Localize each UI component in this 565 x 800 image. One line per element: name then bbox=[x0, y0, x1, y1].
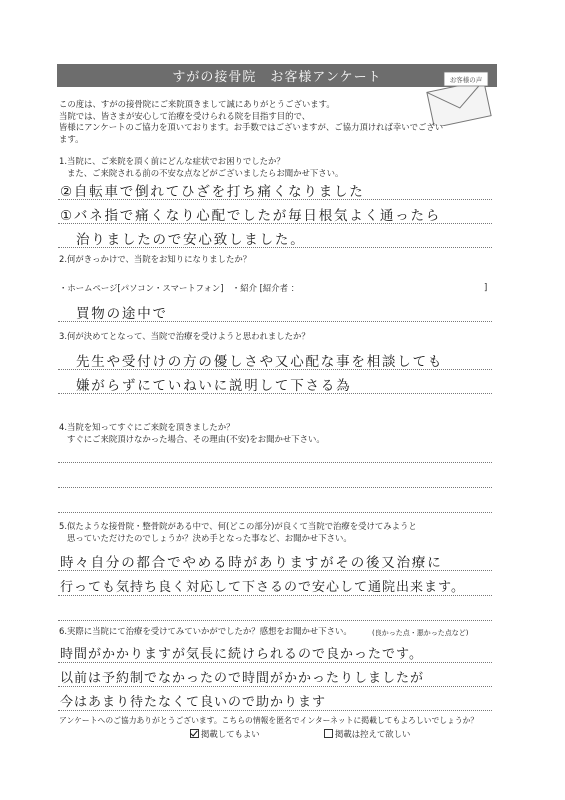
referral-options: ・ホームページ[パソコン・スマートフォン] ・紹介 [紹介者 ： bbox=[59, 283, 300, 293]
answer-line bbox=[58, 487, 492, 488]
intro-line: 皆様にアンケートのご協力を頂いております。お手数ではございますが、ご協力頂ければ幸いでござい bbox=[59, 122, 444, 132]
question-6-note: (良かった点・悪かった点など) bbox=[372, 629, 469, 637]
answer-line bbox=[58, 199, 492, 200]
answer-line bbox=[58, 686, 492, 687]
answer-line bbox=[58, 369, 492, 370]
question-5-line: 5.似たような接骨院・整骨院がある中で、何(どこの部分)が良くて当院で治療を受けてみようと bbox=[59, 521, 417, 531]
answer-6-line: 時間がかかりますが気長に続けられるので良かったです。 bbox=[60, 647, 423, 662]
consent-option-label: 掲載してもよい bbox=[201, 729, 260, 739]
envelope-label: お客様の声 bbox=[449, 76, 483, 84]
question-2 bbox=[59, 254, 251, 266]
publish-consent-question: アンケートへのご協力ありがとうございます。こちらの情報を匿名でインターネットに掲載してもよろしいでしょうか？ bbox=[59, 716, 479, 725]
answer-line bbox=[58, 662, 492, 663]
answer-5-line: 時々自分の都合でやめる時がありますがその後又治療に bbox=[60, 555, 443, 571]
question-1 bbox=[59, 156, 343, 179]
answer-line bbox=[58, 710, 492, 711]
checkbox-icon[interactable] bbox=[324, 729, 333, 738]
answer-line bbox=[58, 512, 492, 513]
intro-line: この度は、すがの接骨院にご来院頂きまして誠にありがとうございます。 bbox=[59, 99, 335, 109]
question-1-line: 1.当院に、ご来院を頂く前にどんな症状でお困りでしたか？ bbox=[59, 156, 285, 166]
consent-option-decline[interactable] bbox=[324, 728, 410, 740]
answer-line bbox=[58, 321, 492, 322]
answer-3-line: 嫌がらずにていねいに説明して下さる為 bbox=[76, 378, 352, 394]
answer-line bbox=[58, 247, 492, 248]
question-6-line: 6.実際に当院にて治療を受けてみていかがでしたか？感想をお聞かせ下さい。 bbox=[59, 626, 352, 636]
question-3 bbox=[59, 331, 310, 343]
consent-option-label: 掲載は控えて欲しい bbox=[335, 729, 411, 739]
intro-text bbox=[59, 99, 499, 145]
answer-line bbox=[58, 595, 492, 596]
intro-line: ます。 bbox=[59, 133, 84, 144]
answer-2-line: 買物の途中で bbox=[76, 306, 168, 322]
answer-line bbox=[58, 462, 492, 463]
question-5 bbox=[59, 521, 417, 544]
question-4-line: すぐにご来院頂けなかった場合、その理由(不安)をお聞かせ下さい。 bbox=[67, 433, 325, 444]
answer-1-line: 治りましたので安心致しました。 bbox=[76, 232, 306, 248]
question-3-line: 3.何が決めてとなって、当院で治療を受けようと思われましたか？ bbox=[59, 331, 310, 341]
question-2-line: 2.何がきっかけで、当院をお知りになりましたか？ bbox=[59, 254, 252, 264]
answer-line bbox=[58, 620, 492, 621]
consent-option-allow[interactable] bbox=[190, 728, 260, 740]
answer-6-line: 今はあまり待たなくて良いので助かります bbox=[60, 695, 327, 710]
question-4-line: 4.当院を知ってすぐにご来院を頂きましたか？ bbox=[59, 422, 235, 432]
question-6 bbox=[59, 626, 352, 638]
survey-title: すがの接骨院 お客様アンケート bbox=[57, 64, 497, 87]
intro-line: 当院では、皆さまが安心して治療を受けられる院を目指す目的で、 bbox=[59, 110, 311, 121]
answer-1-line: ①バネ指で痛くなり心配でしたが毎日根気よく通ったら bbox=[60, 208, 442, 224]
question-1-line: また、ご来院される前の不安な点などがございましたらお聞かせ下さい。 bbox=[67, 167, 344, 178]
answer-line bbox=[58, 393, 492, 394]
answer-5-line: 行っても気持ち良く対応して下さるので安心して通院出来ます。 bbox=[60, 580, 465, 595]
answer-line bbox=[58, 570, 492, 571]
referral-bracket: ] bbox=[484, 282, 488, 292]
checkbox-checked-icon[interactable] bbox=[190, 729, 199, 738]
answer-line bbox=[58, 223, 492, 224]
answer-1-line: ②自転車で倒れてひざを打ち痛くなりました bbox=[60, 184, 365, 200]
answer-6-line: 以前は予約制でなかったので時間がかかったりしましたが bbox=[60, 671, 425, 686]
answer-3-line: 先生や受付けの方の優しさや又心配な事を相談しても bbox=[76, 354, 444, 370]
question-4 bbox=[59, 422, 325, 445]
question-5-line: 思っていただけたのでしょうか？決め手となった事など、お聞かせ下さい。 bbox=[67, 532, 352, 543]
